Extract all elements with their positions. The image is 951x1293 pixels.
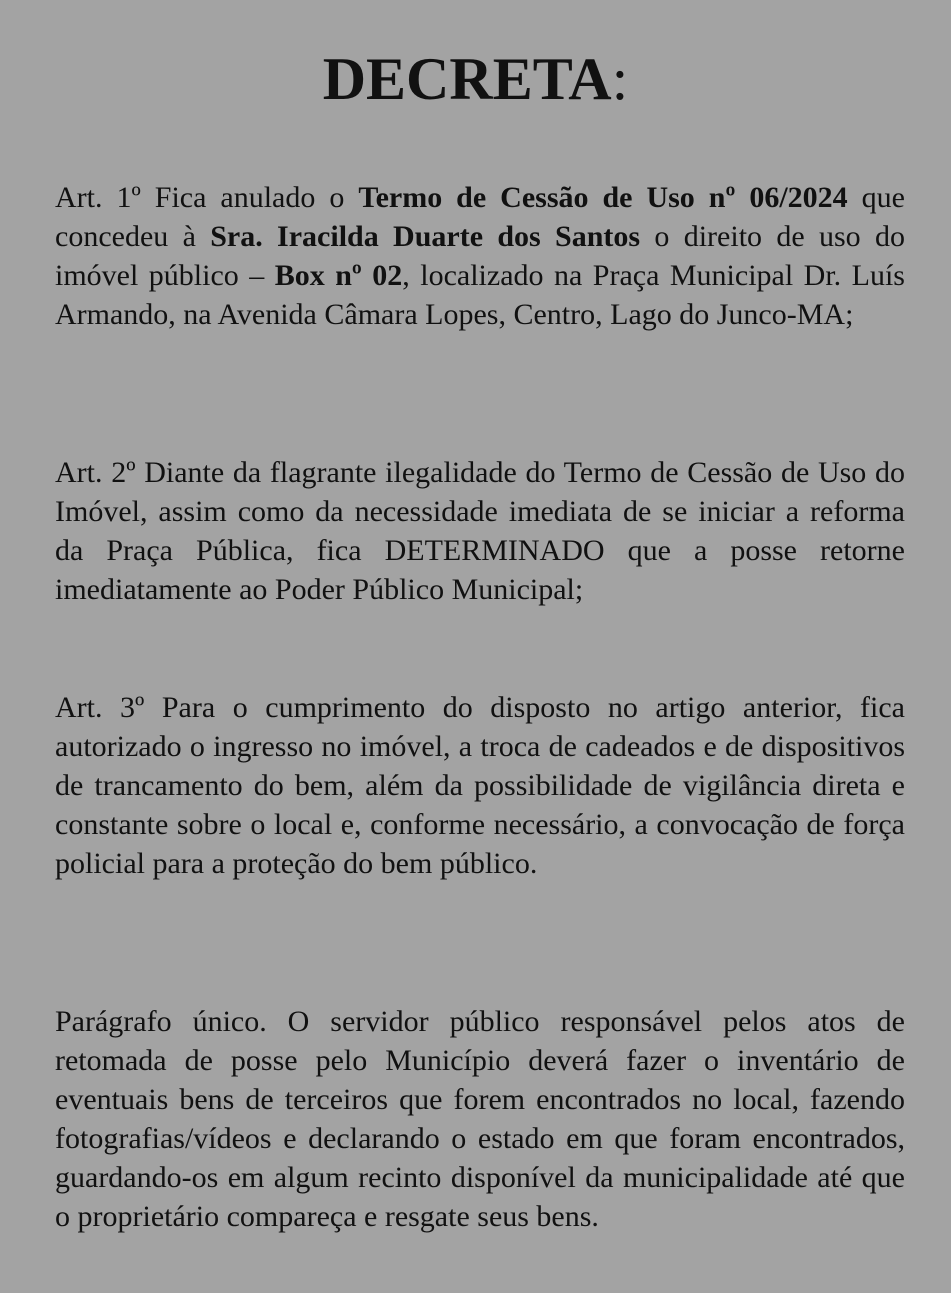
heading-bold-text: DECRETA bbox=[322, 46, 612, 112]
heading-colon: : bbox=[611, 46, 629, 112]
art1-text-2: que concedeu à bbox=[55, 181, 905, 253]
decree-heading bbox=[0, 46, 951, 112]
art1-box-number: Box nº 02 bbox=[274, 259, 403, 292]
article-1 bbox=[55, 178, 905, 334]
article-2: Art. 2º Diante da flagrante ilegalidade do Termo de Cessão de Uso do Imóvel, assim como da necessidade imediata de se iniciar a reforma da Praça Pública, fica DETERMINADO que a posse retorne imediatamente ao Poder Público Municipal; bbox=[55, 456, 905, 606]
art1-text-1: Art. 1º Fica anulado o bbox=[55, 181, 359, 214]
art1-person-name: Sra. Iracilda Duarte dos Santos bbox=[210, 220, 641, 253]
paragrafo-unico: Parágrafo único. O servidor público responsável pelos atos de retomada de posse pelo Município deverá fazer o inventário de eventuais bens de terceiros que forem encontrados no local, fazendo fotografias/vídeos e declarando o estado em que foram encontrados, guardando-os em algum recinto disponível da municipalidade até que o proprietário compareça e resgate seus bens. bbox=[55, 1005, 905, 1233]
art1-text-3: o direito de uso do imóvel público – bbox=[55, 220, 905, 292]
art1-text-4: , localizado na Praça Municipal Dr. Luís Armando, na Avenida Câmara Lopes, Centro, Lago do Junco-MA; bbox=[55, 259, 905, 331]
article-3: Art. 3º Para o cumprimento do disposto no artigo anterior, fica autorizado o ingresso no imóvel, a troca de cadeados e de dispositivos de trancamento do bem, além da possibilidade de vigilância direta e constante sobre o local e, conforme necessário, a convocação de força policial para a proteção do bem público. bbox=[55, 691, 905, 880]
art1-term-number: Termo de Cessão de Uso nº 06/2024 bbox=[358, 181, 848, 214]
